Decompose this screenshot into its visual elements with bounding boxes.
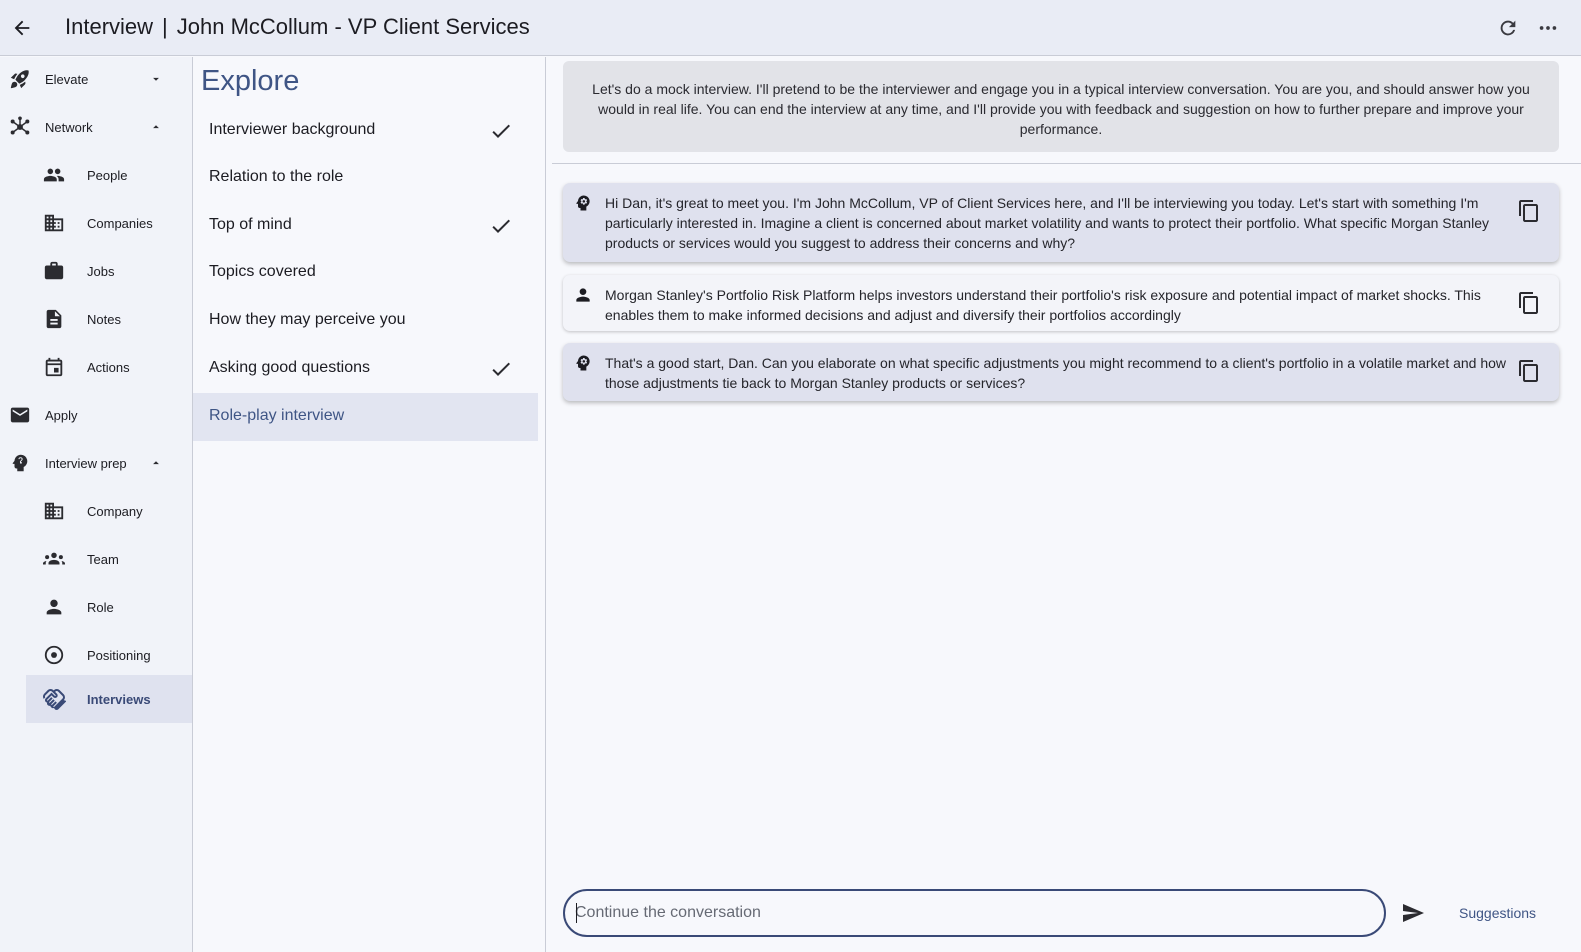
page-title xyxy=(65,14,530,40)
sidebar-item-positioning[interactable] xyxy=(0,633,192,677)
ai-avatar-icon xyxy=(573,353,595,375)
sidebar-item-people[interactable] xyxy=(0,153,192,197)
sidebar-item-label: Jobs xyxy=(87,263,115,279)
explore-item-perceive-you[interactable] xyxy=(193,297,538,345)
mail-icon xyxy=(8,403,32,427)
sidebar-item-label: Positioning xyxy=(87,647,151,663)
explore-panel xyxy=(193,57,546,952)
building-icon xyxy=(42,499,66,523)
sidebar-item-label: Role xyxy=(87,599,114,615)
caret-up-icon[interactable] xyxy=(148,119,164,135)
explore-item-label: Relation to the role xyxy=(209,168,344,185)
page-title-section: Interview xyxy=(65,14,154,39)
check-icon xyxy=(489,119,513,143)
chat-message-ai xyxy=(563,183,1559,262)
person-icon xyxy=(42,595,66,619)
sidebar-item-companies[interactable] xyxy=(0,201,192,245)
explore-item-interviewer-background[interactable] xyxy=(193,107,538,155)
sidebar-item-label: Interviews xyxy=(87,691,151,707)
explore-item-topics-covered[interactable] xyxy=(193,249,538,297)
document-icon xyxy=(42,307,66,331)
refresh-icon[interactable] xyxy=(1494,14,1522,42)
sidebar-item-apply[interactable] xyxy=(0,393,192,437)
sidebar-nav xyxy=(0,57,193,952)
sidebar-item-interviews[interactable] xyxy=(26,675,192,723)
divider xyxy=(552,163,1581,164)
message-input-container[interactable] xyxy=(563,889,1386,937)
message-text: That's a good start, Dan. Can you elaborate on what specific adjustments you might recommend to a client's portfolio in a volatile market and how those adjustments tie back to Morgan Stanley products or services? xyxy=(605,355,1507,391)
explore-item-top-of-mind[interactable] xyxy=(193,202,538,250)
person-icon xyxy=(573,285,595,307)
rocket-icon xyxy=(8,67,32,91)
sidebar-item-label: Actions xyxy=(87,359,130,375)
sidebar-item-label: Companies xyxy=(87,215,153,231)
explore-title: Explore xyxy=(201,65,300,97)
sidebar-item-interview-prep[interactable] xyxy=(0,441,192,485)
explore-item-label: Top of mind xyxy=(209,216,292,233)
sidebar-item-team[interactable] xyxy=(0,537,192,581)
text-cursor xyxy=(576,903,577,923)
explore-item-role-play-interview[interactable] xyxy=(193,393,538,441)
explore-item-label: Topics covered xyxy=(209,263,316,280)
chat-message-user xyxy=(563,275,1559,331)
people-icon xyxy=(42,163,66,187)
sidebar-item-jobs[interactable] xyxy=(0,249,192,293)
psychology-icon xyxy=(8,451,32,475)
more-horiz-icon[interactable] xyxy=(1534,14,1562,42)
send-icon[interactable] xyxy=(1398,899,1428,927)
sidebar-item-network[interactable] xyxy=(0,105,192,149)
explore-item-label: Asking good questions xyxy=(209,359,370,376)
caret-up-icon[interactable] xyxy=(148,455,164,471)
hub-icon xyxy=(8,115,32,139)
sidebar-item-label: Apply xyxy=(45,407,78,423)
copy-icon[interactable] xyxy=(1517,291,1541,317)
page-title-subject: John McCollum - VP Client Services xyxy=(176,14,530,39)
sidebar-item-label: Network xyxy=(45,119,93,135)
calendar-icon xyxy=(42,355,66,379)
copy-icon[interactable] xyxy=(1517,199,1541,225)
explore-item-asking-good-questions[interactable] xyxy=(193,345,538,393)
target-icon xyxy=(42,643,66,667)
message-text: Hi Dan, it's great to meet you. I'm John McCollum, VP of Client Services here, and I'll be interviewing you today. Let's start with something I'm particularly interested in. Imagine a client is concerned about market volatility and wants to protect their portfolio. What specific Morgan Stanley products or services would you suggest to address their concerns and why? xyxy=(605,195,1489,251)
copy-icon[interactable] xyxy=(1517,359,1541,385)
explore-item-label: How they may perceive you xyxy=(209,311,406,328)
title-separator: | xyxy=(162,14,168,39)
sidebar-item-label: Company xyxy=(87,503,143,519)
building-icon xyxy=(42,211,66,235)
arrow-back-icon[interactable] xyxy=(0,6,44,50)
explore-item-label: Role-play interview xyxy=(209,407,345,424)
briefcase-icon xyxy=(42,259,66,283)
ai-avatar-icon xyxy=(573,193,595,215)
sidebar-item-actions[interactable] xyxy=(0,345,192,389)
handshake-icon xyxy=(42,687,66,711)
groups-icon xyxy=(42,547,66,571)
caret-down-icon[interactable] xyxy=(148,71,164,87)
sidebar-item-label: Elevate xyxy=(45,71,89,87)
sidebar-item-notes[interactable] xyxy=(0,297,192,341)
sidebar-item-role[interactable] xyxy=(0,585,192,629)
sidebar-item-elevate[interactable] xyxy=(0,57,192,101)
explore-item-relation-to-role[interactable] xyxy=(193,154,538,202)
sidebar-item-label: Notes xyxy=(87,311,121,327)
explore-item-label: Interviewer background xyxy=(209,121,376,138)
sidebar-item-company[interactable] xyxy=(0,489,192,533)
message-text: Morgan Stanley's Portfolio Risk Platform helps investors understand their portfolio's risk exposure and potential impact of market shocks. This enables them to make informed decisions and adjust and diversify their portfolios accordingly xyxy=(605,287,1481,323)
sidebar-item-label: Interview prep xyxy=(45,455,127,471)
top-app-bar xyxy=(0,0,1581,56)
suggestions-button[interactable]: Suggestions xyxy=(1459,905,1537,921)
check-icon xyxy=(489,214,513,238)
sidebar-item-label: Team xyxy=(87,551,119,567)
chat-message-ai xyxy=(563,343,1559,401)
message-input[interactable] xyxy=(575,901,1365,925)
intro-message: Let's do a mock interview. I'll pretend to be the interviewer and engage you in a typical interview conversation. You are you, and should answer how you would in real life. You can end the interview at any time, and I'll provide you with feedback and suggestion on how to further prepare and improve your performance. xyxy=(563,61,1559,152)
check-icon xyxy=(489,357,513,381)
sidebar-item-label: People xyxy=(87,167,128,183)
chat-panel xyxy=(547,57,1581,952)
